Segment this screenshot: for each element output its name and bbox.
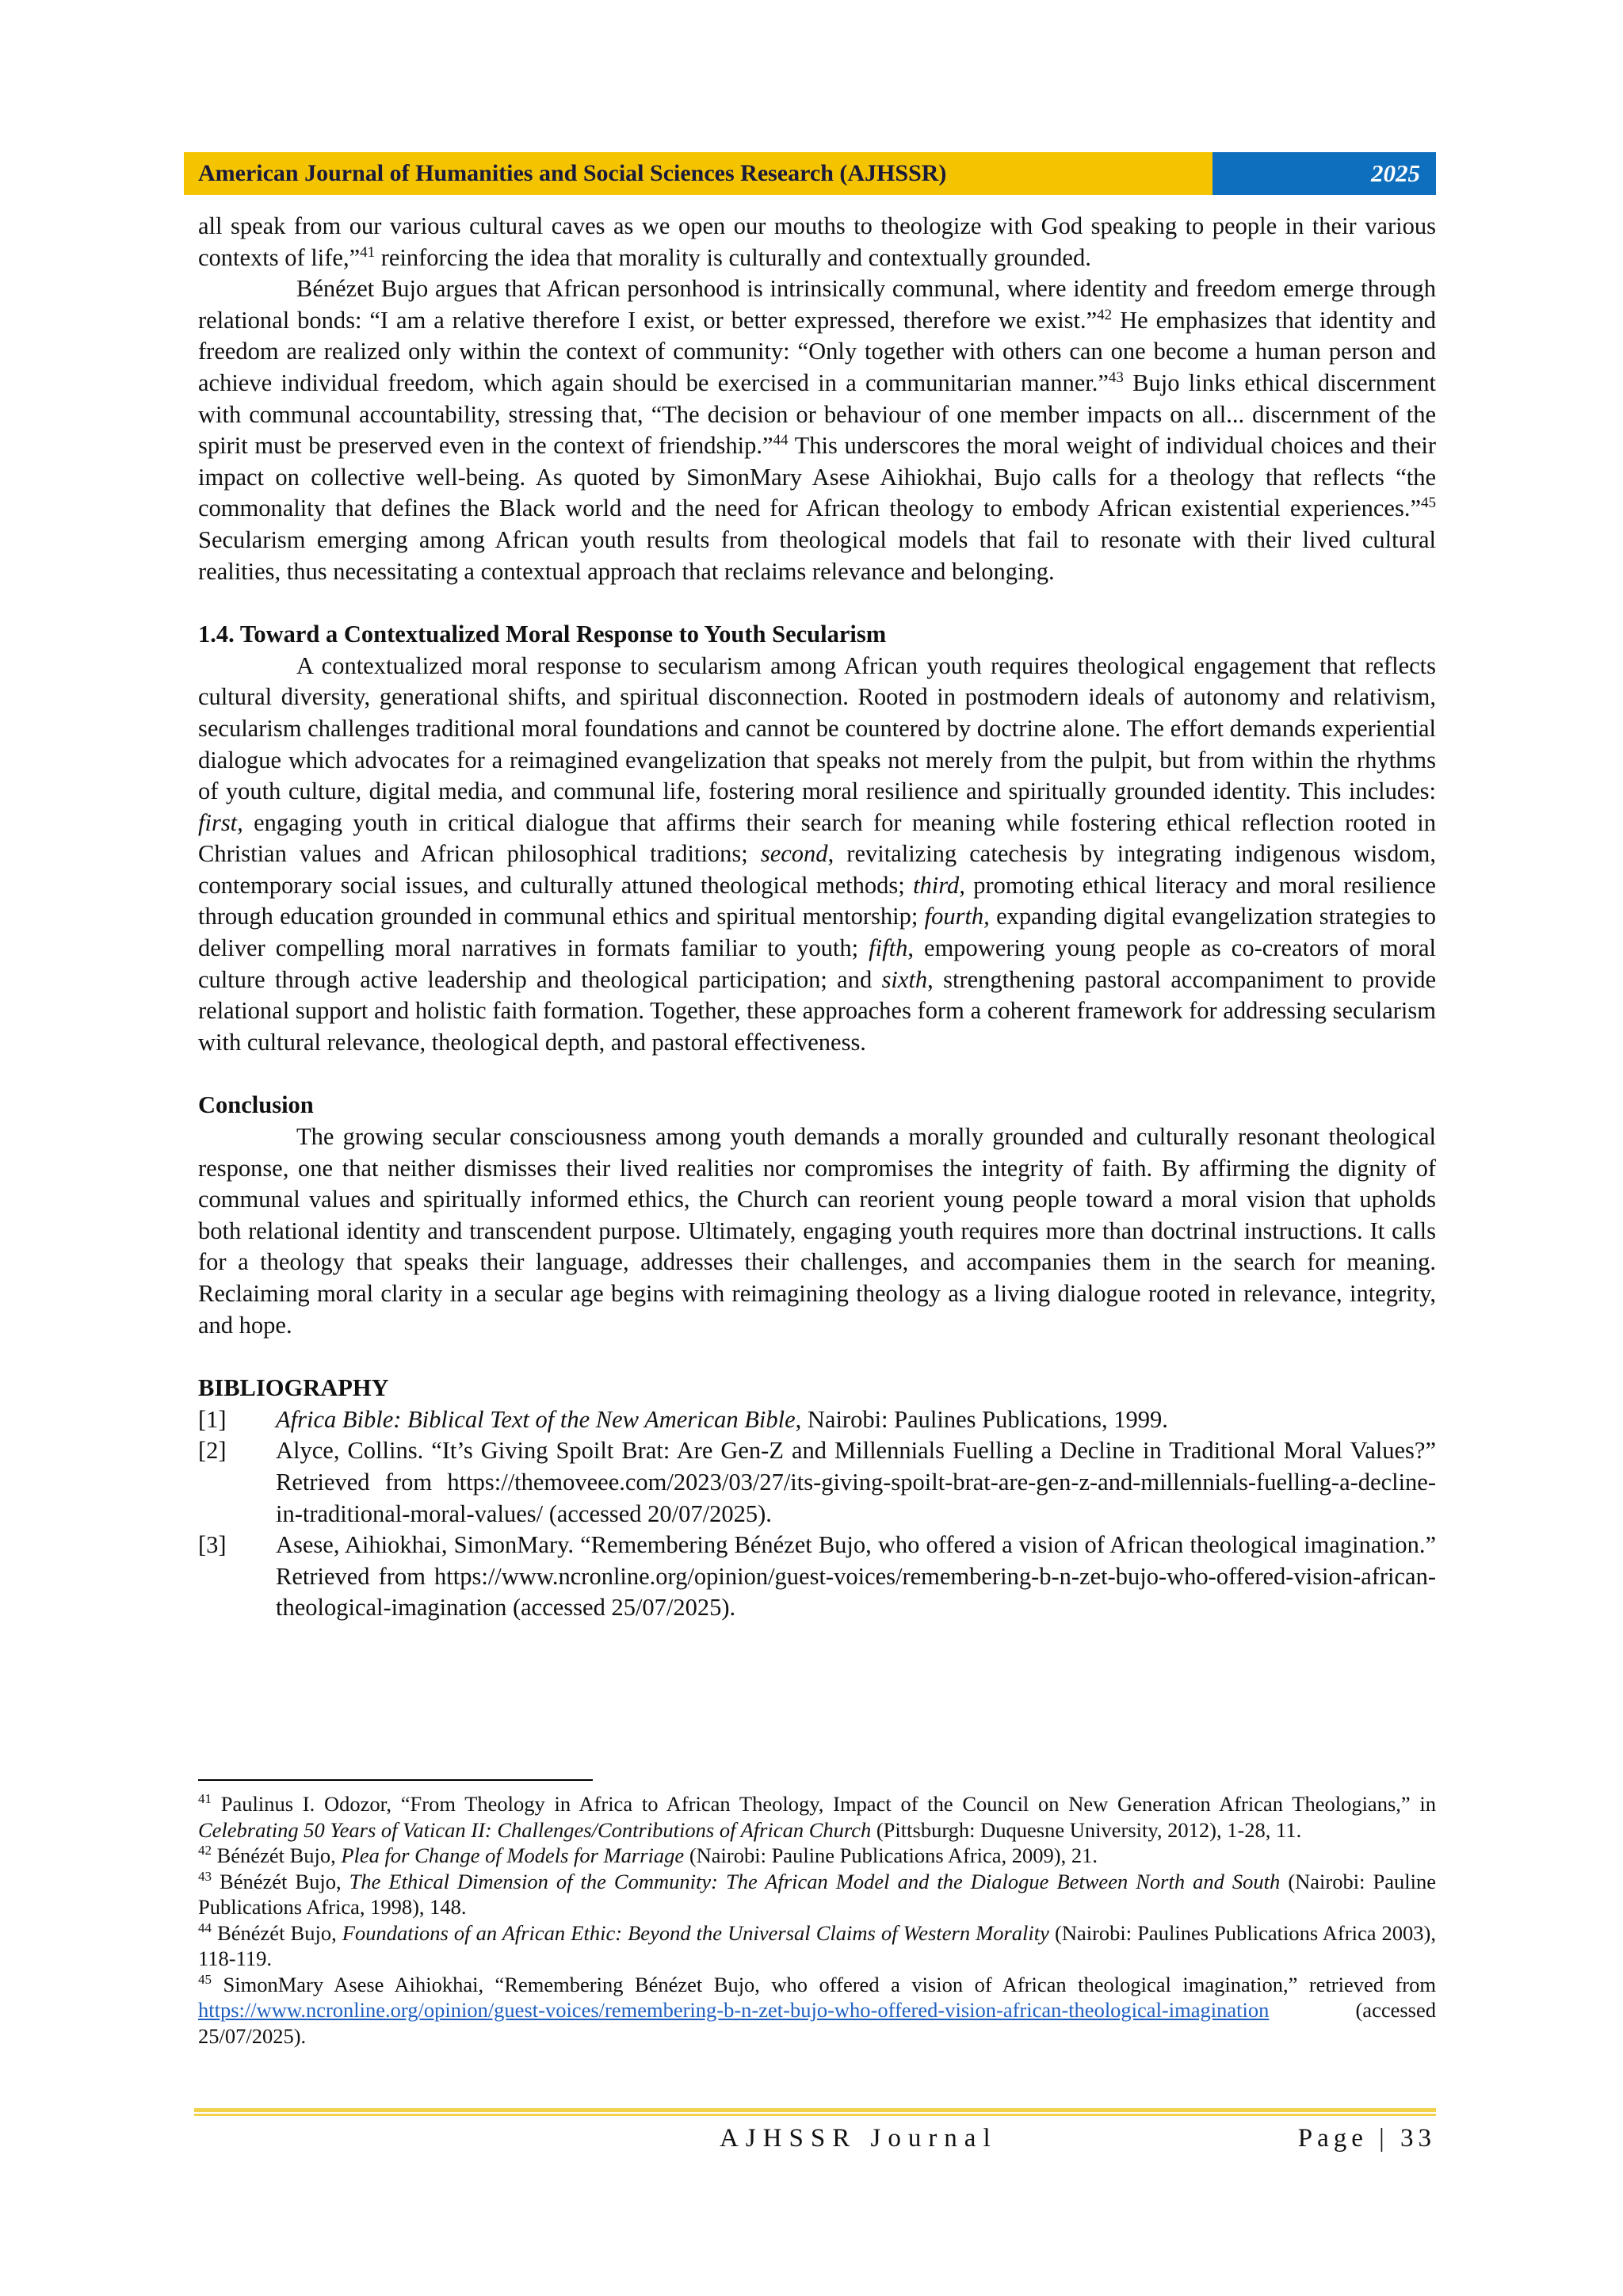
footnote-ref-42[interactable]: 42 bbox=[1097, 306, 1113, 323]
article-body bbox=[198, 211, 1436, 1624]
journal-header-bar bbox=[184, 152, 1436, 195]
bibliography-title: BIBLIOGRAPHY bbox=[198, 1374, 389, 1402]
footnote-42: $^{42}$ Bénézét Bujo, Plea for Change of Models for Marriage (Nairobi: Pauline Publications Africa, 2009), 21. bbox=[198, 1843, 1098, 1867]
footnotes bbox=[198, 1791, 1436, 2049]
footnote-ref-43[interactable]: 43 bbox=[1108, 369, 1124, 386]
paragraph-3: A contextualized moral response to secularism among African youth requires theological engagement that reflects cultural diversity, generational shifts, and spiritual disconnection. Rooted in postmodern ideals of autonomy and relativism, secularism challenges traditional moral foundations and cannot be countered by doctrine alone. The effort demands experiential dialogue which advocates for a reimagined evangelization that speaks not merely from the pulpit, but from within the rhythms of youth culture, digital media, and communal life, fostering moral resilience and spiritually grounded identity. This includes: first, engaging youth in critical dialogue that affirms their search for meaning while fostering ethical reflection rooted in Christian values and African philosophical traditions; second, revitalizing catechesis by integrating indigenous wisdom, contemporary social issues, and culturally attuned theological methods; third, promoting ethical literacy and moral resilience through education grounded in communal ethics and spiritual mentorship; fourth, expanding digital evangelization strategies to deliver compelling moral narratives in formats familiar to youth; fifth, empowering young people as co-creators of moral culture through active leadership and theological participation; and sixth, strengthening pastoral accompaniment to provide relational support and holistic faith formation. Together, these approaches form a coherent framework for addressing secularism with cultural relevance, theological depth, and pastoral effectiveness. bbox=[198, 651, 1437, 1056]
footnote-ref-44[interactable]: 44 bbox=[773, 432, 789, 449]
paragraph-2: Bénézet Bujo argues that African personhood is intrinsically communal, where identity and freedom emerge through relational bonds: “I am a relative therefore I exist, or better expressed, therefore we exist.”$^{42}$ He emphasizes that identity and freedom are realized only within the context of community: “Only together with others can one become a human person and achieve individual freedom, which again should be exercised in a communitarian manner.”$^{43}$ Bujo links ethical discernment with communal accountability, stressing that, “The decision or behaviour of one member impacts on all... discernment of the spirit must be preserved even in the context of friendship.”$^{44}$ This underscores the moral weight of individual choices and their impact on collective well-being. As quoted by SimonMary Asese Aihiokhai, Bujo calls for a theology that reflects “the commonality that defines the Black world and the need for African theology to embody African existential experiences.”$^{45}$ Secularism emerging among African youth results from theological models that fail to resonate with their lived cultural realities, thus necessitating a contextual approach that reclaims relevance and belonging. bbox=[198, 275, 1436, 585]
conclusion-heading: Conclusion bbox=[198, 1091, 314, 1119]
footnote-45: $^{45}$ SimonMary Asese Aihiokhai, “Remembering Bénézet Bujo, who offered a vision of African theological imagination,” retrieved from https://www.ncronline.org/opinion/guest-voices/remembering-b-n-zet-bujo-who-offered-vision-african-theological-imagination (accessed 25/07/2025). bbox=[198, 1971, 1436, 2048]
footnote-43: $^{43}$ Bénézét Bujo, The Ethical Dimension of the Community: The African Model and the Dialogue Between North and South (Nairobi: Pauline Publications Africa, 1998), 148. bbox=[198, 1868, 1437, 1919]
journal-title: American Journal of Humanities and Social Sciences Research (AJHSSR) bbox=[184, 152, 1212, 195]
page-number: Page | 33 bbox=[1297, 2124, 1436, 2153]
footer-rule bbox=[194, 2108, 1436, 2112]
footnote-44: $^{44}$ Bénézét Bujo, Foundations of an African Ethic: Beyond the Universal Claims of Western Morality (Nairobi: Paulines Publications Africa 2003), 118-119. bbox=[198, 1920, 1437, 1970]
bibliography-entry: [2] Alyce, Collins. “It’s Giving Spoilt Brat: Are Gen-Z and Millennials Fuelling a Decline in Traditional Moral Values?” Retrieved from https://themoveee.com/2023/03/27/its-giving-spoilt-brat-are-gen-z-and-millennials-fuelling-a-decline-in-traditional-moral-values/ (accessed 20/07/2025). bbox=[198, 1437, 1436, 1527]
footnote-link[interactable]: https://www.ncronline.org/opinion/guest-voices/remembering-b-n-zet-bujo-who-offered-vision-african-theological-imagination bbox=[198, 1998, 1270, 2022]
paragraph-1: all speak from our various cultural caves as we open our mouths to theologize with God speaking to people in their various contexts of life,”$^{41}$ reinforcing the idea that morality is culturally and contextually grounded. bbox=[198, 212, 1436, 271]
bibliography-entry: [3] Asese, Aihiokhai, SimonMary. “Remembering Bénézet Bujo, who offered a vision of African theological imagination.” Retrieved from https://www.ncronline.org/opinion/guest-voices/remembering-b-n-zet-bujo-who-offered-vision-african-theological-imagination (accessed 25/07/2025). bbox=[198, 1531, 1436, 1622]
footnote-divider bbox=[198, 1779, 593, 1781]
footer-journal: AJHSSR Journal bbox=[720, 2124, 998, 2153]
bibliography-entry: [1] Africa Bible: Biblical Text of the New American Bible, Nairobi: Paulines Publications, 1999. bbox=[198, 1405, 1168, 1433]
section-heading: 1.4. Toward a Contextualized Moral Response to Youth Secularism bbox=[198, 621, 887, 648]
footnote-41: $^{41}$ Paulinus I. Odozor, “From Theology in Africa to African Theology, Impact of the Council on New Generation African Theologians,” in Celebrating 50 Years of Vatican II: Challenges/Contributions of African Church (Pittsburgh: Duquesne University, 2012), 1-28, 11. bbox=[198, 1791, 1436, 1842]
page-footer bbox=[198, 2124, 1436, 2153]
footnote-ref-45[interactable]: 45 bbox=[1421, 495, 1436, 512]
footnote-ref-41[interactable]: 41 bbox=[360, 243, 376, 261]
footer-rule-thin bbox=[194, 2114, 1436, 2116]
journal-year: 2025 bbox=[1212, 152, 1436, 195]
conclusion-paragraph: The growing secular consciousness among youth demands a morally grounded and culturally resonant theological response, one that neither dismisses their lived realities nor compromises the integrity of faith. By affirming the dignity of communal values and spiritually informed ethics, the Church can reorient young people toward a moral vision that upholds both relational identity and transcendent purpose. Ultimately, engaging youth requires more than doctrinal instructions. It calls for a theology that speaks their language, addresses their challenges, and accompanies them in the search for meaning. Reclaiming moral clarity in a secular age begins with reimagining theology as a living dialogue rooted in relevance, integrity, and hope. bbox=[198, 1123, 1436, 1339]
